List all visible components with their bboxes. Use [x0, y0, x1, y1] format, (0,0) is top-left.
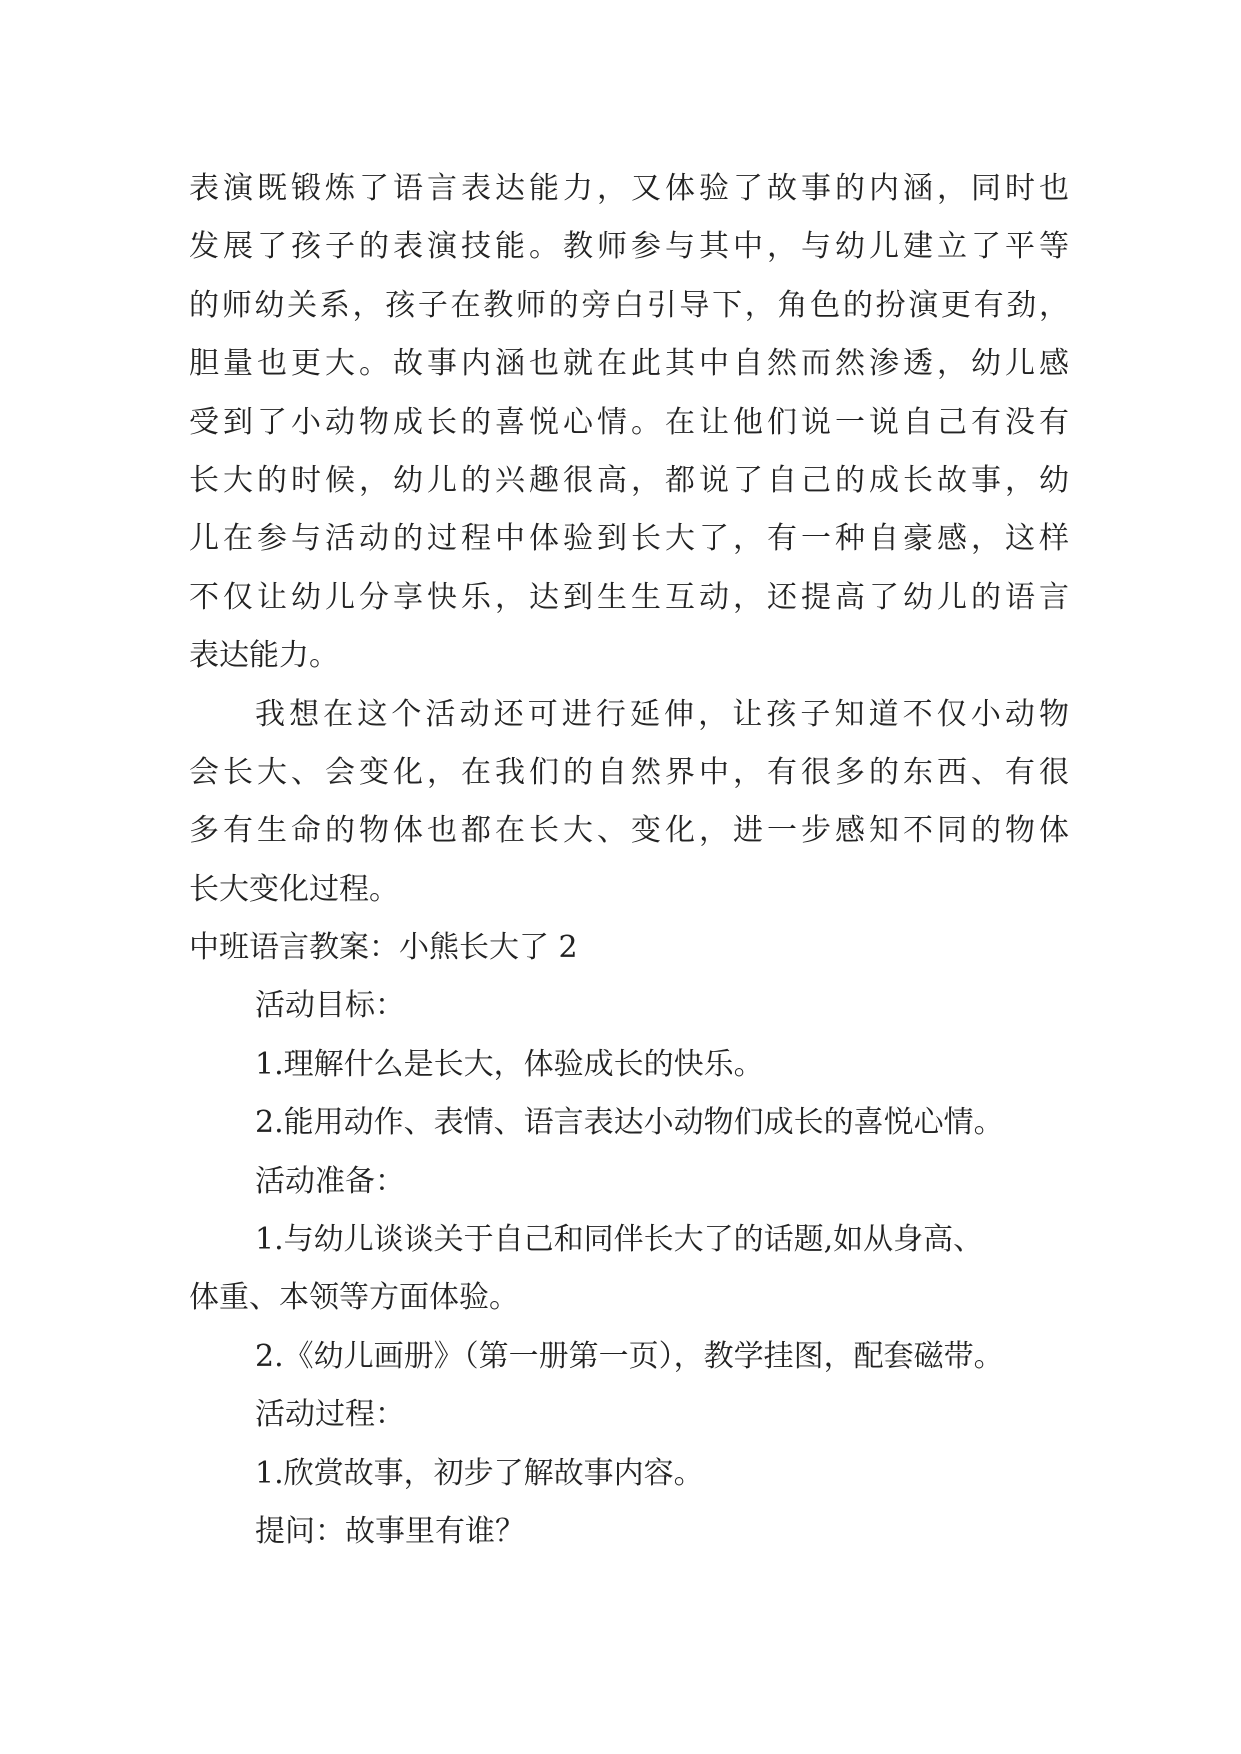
- paragraph-1-line-8: 不仅让幼儿分享快乐，达到生生互动，还提高了幼儿的语言: [189, 579, 1069, 615]
- goal-item-1: 1.理解什么是长大，体验成长的快乐。: [255, 1046, 764, 1082]
- goal-title: 活动目标：: [255, 988, 405, 1024]
- process-item-1: 1.欣赏故事，初步了解故事内容。: [255, 1455, 704, 1491]
- prep-item-1-line-2: 体重、本领等方面体验。: [189, 1280, 519, 1316]
- paragraph-1-line-6: 长大的时候，幼儿的兴趣很高，都说了自己的成长故事，幼: [189, 462, 1069, 498]
- paragraph-1-line-9: 表达能力。: [189, 638, 339, 674]
- document-page: [189, 160, 1069, 1561]
- paragraph-1-line-1: 表演既锻炼了语言表达能力，又体验了故事的内涵，同时也: [189, 171, 1069, 206]
- goal-item-2: 2.能用动作、表情、语言表达小动物们成长的喜悦心情。: [255, 1105, 1004, 1141]
- paragraph-2-line-3: 多有生命的物体也都在长大、变化，进一步感知不同的物体: [189, 813, 1069, 849]
- prep-title: 活动准备：: [255, 1163, 405, 1199]
- paragraph-1-line-5: 受到了小动物成长的喜悦心情。在让他们说一说自己有没有: [189, 404, 1069, 440]
- paragraph-2-line-2: 会长大、会变化，在我们的自然界中，有很多的东西、有很: [189, 754, 1069, 790]
- paragraph-2-line-4: 长大变化过程。: [189, 871, 399, 907]
- paragraph-1-line-3: 的师幼关系，孩子在教师的旁白引导下，角色的扮演更有劲，: [189, 287, 1069, 323]
- paragraph-1-line-7: 儿在参与活动的过程中体验到长大了，有一种自豪感，这样: [189, 521, 1069, 557]
- paragraph-1-line-2: 发展了孩子的表演技能。教师参与其中，与幼儿建立了平等: [189, 229, 1069, 265]
- paragraph-1-line-4: 胆量也更大。故事内涵也就在此其中自然而然渗透，幼儿感: [189, 346, 1069, 382]
- prep-item-1-line-1: 1.与幼儿谈谈关于自己和同伴长大了的话题,如从身高、: [255, 1222, 984, 1258]
- process-title: 活动过程：: [255, 1397, 405, 1433]
- prep-item-2: 2.《幼儿画册》（第一册第一页），教学挂图，配套磁带。: [255, 1338, 1004, 1374]
- paragraph-2-line-1: 我想在这个活动还可进行延伸，让孩子知道不仅小动物: [255, 696, 1069, 732]
- section-heading: 中班语言教案：小熊长大了 2: [189, 930, 578, 966]
- question-line: 提问：故事里有谁？: [255, 1513, 525, 1549]
